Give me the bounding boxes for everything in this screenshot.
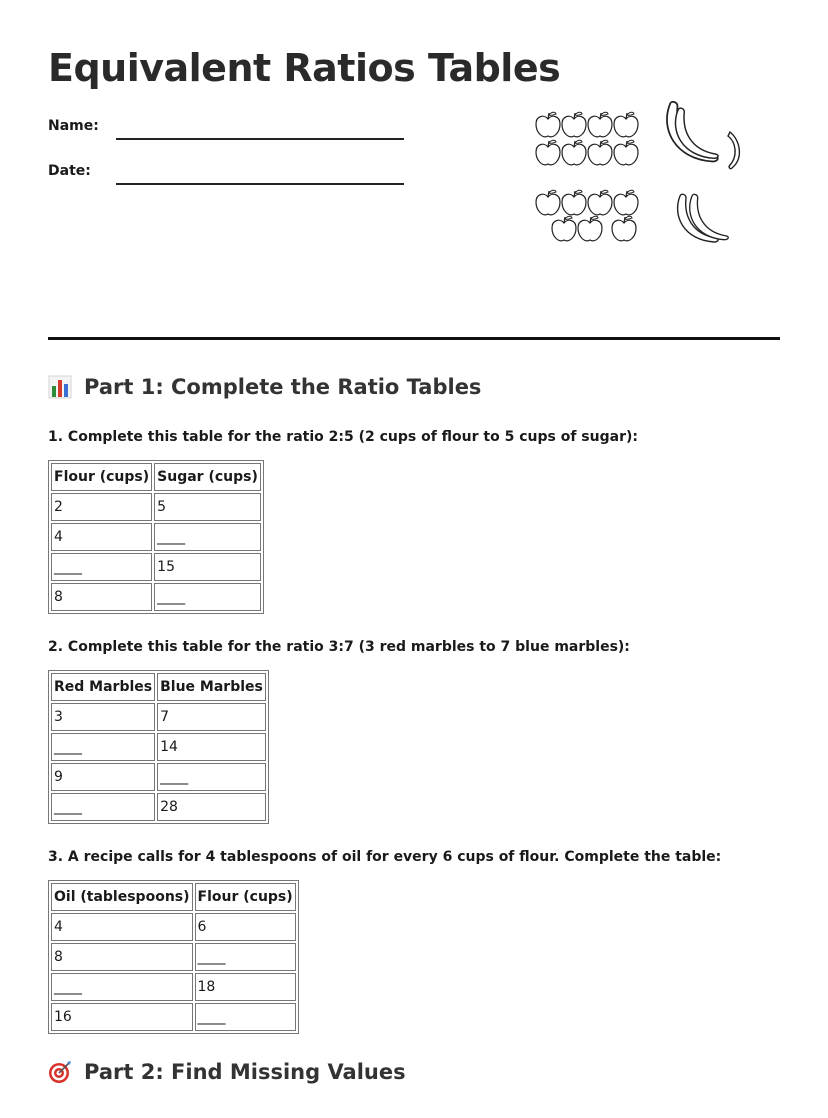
- table-cell: 4: [51, 523, 152, 551]
- table-cell: 3: [51, 703, 155, 731]
- table-row: [51, 523, 261, 551]
- target-icon: [48, 1060, 72, 1084]
- question-1-prompt: 1. Complete this table for the ratio 2:5 (2 cups of flour to 5 cups of sugar):: [48, 429, 638, 445]
- answer-blank[interactable]: ____: [51, 553, 152, 581]
- table-row: [51, 553, 261, 581]
- table-header-row: [51, 883, 296, 911]
- table-cell: 7: [157, 703, 266, 731]
- apples-group-top: [536, 112, 638, 165]
- table-cell: 18: [195, 973, 296, 1001]
- table-cell: 15: [154, 553, 261, 581]
- table-row: [51, 973, 296, 1001]
- answer-blank[interactable]: ____: [195, 943, 296, 971]
- table-header-cell: Red Marbles: [51, 673, 155, 701]
- table-header-cell: Oil (tablespoons): [51, 883, 193, 911]
- ratio-table-2: [48, 670, 269, 824]
- table-row: [51, 1003, 296, 1031]
- answer-blank[interactable]: ____: [51, 733, 155, 761]
- ratio-table-1: [48, 460, 264, 614]
- answer-blank[interactable]: ____: [51, 973, 193, 1001]
- date-blank-line[interactable]: [116, 183, 404, 185]
- apples-group-bottom: [536, 190, 638, 241]
- answer-blank[interactable]: ____: [154, 523, 261, 551]
- name-label: Name:: [48, 118, 99, 134]
- part1-heading-text: Part 1: Complete the Ratio Tables: [84, 375, 482, 399]
- table-cell: 6: [195, 913, 296, 941]
- table-header-cell: Flour (cups): [195, 883, 296, 911]
- answer-blank[interactable]: ____: [195, 1003, 296, 1031]
- date-label: Date:: [48, 163, 91, 179]
- answer-blank[interactable]: ____: [51, 793, 155, 821]
- table-header-cell: Blue Marbles: [157, 673, 266, 701]
- part1-heading: [48, 375, 481, 399]
- section-divider: [48, 337, 780, 340]
- table-row: [51, 493, 261, 521]
- ratio-table-3: [48, 880, 299, 1034]
- table-cell: 9: [51, 763, 155, 791]
- table-cell: 8: [51, 943, 193, 971]
- table-cell: 16: [51, 1003, 193, 1031]
- table-header-row: [51, 463, 261, 491]
- table-cell: 2: [51, 493, 152, 521]
- question-2-prompt: 2. Complete this table for the ratio 3:7 (3 red marbles to 7 blue marbles):: [48, 639, 630, 655]
- bananas-small: [678, 194, 729, 242]
- table-cell: 14: [157, 733, 266, 761]
- table-cell: 4: [51, 913, 193, 941]
- table-cell: 8: [51, 583, 152, 611]
- table-header-cell: Sugar (cups): [154, 463, 261, 491]
- table-row: [51, 583, 261, 611]
- bar-chart-icon: [48, 375, 72, 399]
- name-blank-line[interactable]: [116, 138, 404, 140]
- part2-heading: [48, 1060, 406, 1084]
- table-row: [51, 733, 266, 761]
- table-header-cell: Flour (cups): [51, 463, 152, 491]
- table-row: [51, 763, 266, 791]
- table-row: [51, 913, 296, 941]
- answer-blank[interactable]: ____: [157, 763, 266, 791]
- page-title: Equivalent Ratios Tables: [48, 46, 561, 90]
- fruit-illustration: [528, 96, 764, 256]
- table-cell: 28: [157, 793, 266, 821]
- table-cell: 5: [154, 493, 261, 521]
- table-header-row: [51, 673, 266, 701]
- table-row: [51, 703, 266, 731]
- bananas-large: [667, 102, 739, 169]
- table-row: [51, 793, 266, 821]
- answer-blank[interactable]: ____: [154, 583, 261, 611]
- table-row: [51, 943, 296, 971]
- part2-heading-text: Part 2: Find Missing Values: [84, 1060, 406, 1084]
- question-3-prompt: 3. A recipe calls for 4 tablespoons of oil for every 6 cups of flour. Complete the table:: [48, 849, 722, 865]
